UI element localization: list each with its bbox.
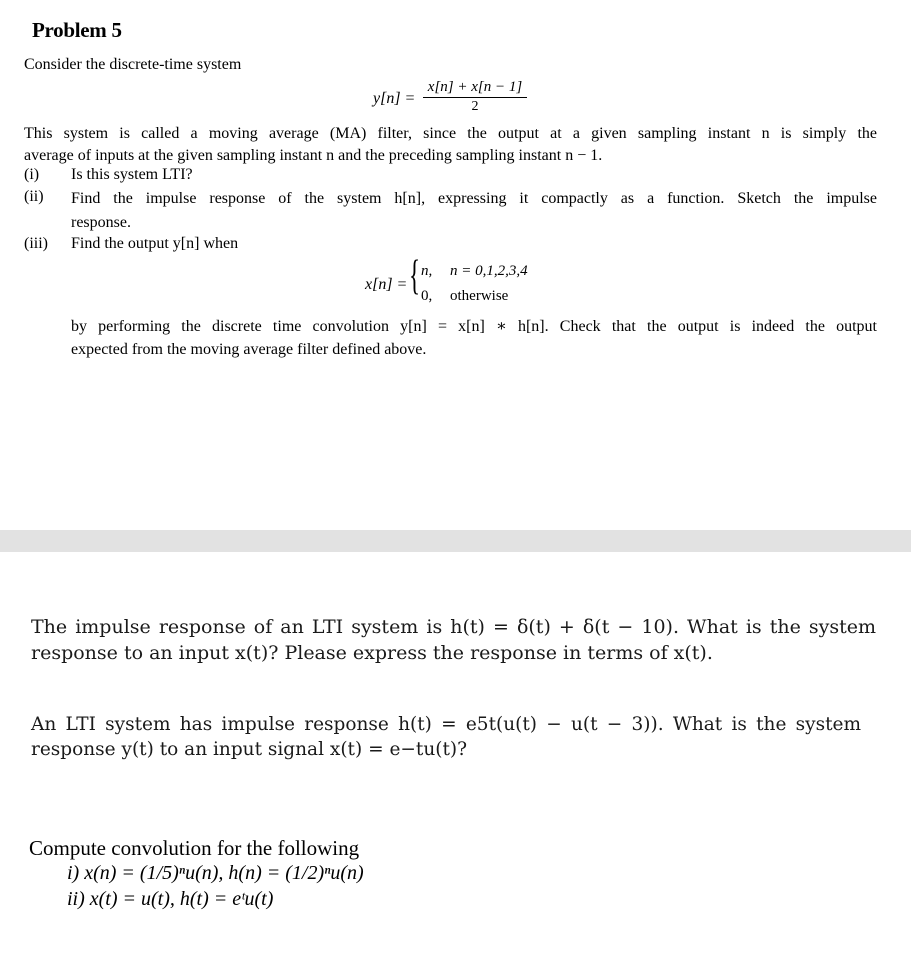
- section-divider: [0, 530, 911, 552]
- item-text-ii-line-1: Find the impulse response of the system h[n], expressing it compactly as a function. Sketch the impulse: [71, 190, 877, 207]
- description-line-2: average of inputs at the given sampling instant n and the preceding sampling instant n − 1.: [24, 147, 603, 164]
- item-text-iii: Find the output y[n] when: [71, 235, 239, 252]
- delta-problem-line-2: response to an input x(t)? Please express the response in terms of x(t).: [31, 642, 713, 664]
- piecewise-lhs: x[n] =: [365, 276, 408, 293]
- problem-intro: Consider the discrete-time system: [24, 56, 242, 73]
- equation-lhs: y[n] =: [373, 90, 416, 107]
- equation-denominator: 2: [471, 99, 479, 114]
- piecewise-row1-condition: n = 0,1,2,3,4: [450, 263, 528, 279]
- problem-title: Problem 5: [32, 18, 122, 42]
- equation-fraction: [423, 79, 527, 115]
- item-text-i: Is this system LTI?: [71, 166, 193, 183]
- convolution-instruction-line-2: expected from the moving average filter defined above.: [71, 341, 427, 358]
- piecewise-row2-value: 0,: [421, 288, 433, 304]
- convolution-instruction-line-1: by performing the discrete time convolution y[n] = x[n] ∗ h[n]. Check that the output is indeed the output: [71, 318, 877, 335]
- convolution-title: Compute convolution for the following: [29, 836, 360, 860]
- piecewise-row2-condition: otherwise: [450, 288, 509, 304]
- exp-problem-line-1: An LTI system has impulse response h(t) = e5t(u(t) − u(t − 3)). What is the system: [31, 714, 861, 735]
- convolution-item-ii: ii) x(t) = u(t), h(t) = eᵗu(t): [67, 888, 274, 910]
- piecewise-brace: {: [409, 253, 421, 299]
- item-text-ii-line-2: response.: [71, 214, 131, 231]
- item-label-ii: (ii): [24, 188, 44, 205]
- convolution-item-i: i) x(n) = (1/5)ⁿu(n), h(n) = (1/2)ⁿu(n): [67, 862, 364, 884]
- item-label-iii: (iii): [24, 235, 48, 252]
- piecewise-row1-value: n,: [421, 263, 433, 279]
- description-line-1: This system is called a moving average (MA) filter, since the output at a given sampling instant n is simply the: [24, 125, 877, 142]
- exp-problem-line-2: response y(t) to an input signal x(t) = e−tu(t)?: [31, 739, 468, 760]
- delta-problem-line-1: The impulse response of an LTI system is h(t) = δ(t) + δ(t − 10). What is the system: [31, 616, 876, 638]
- item-label-i: (i): [24, 166, 40, 183]
- equation-numerator: x[n] + x[n − 1]: [423, 79, 527, 98]
